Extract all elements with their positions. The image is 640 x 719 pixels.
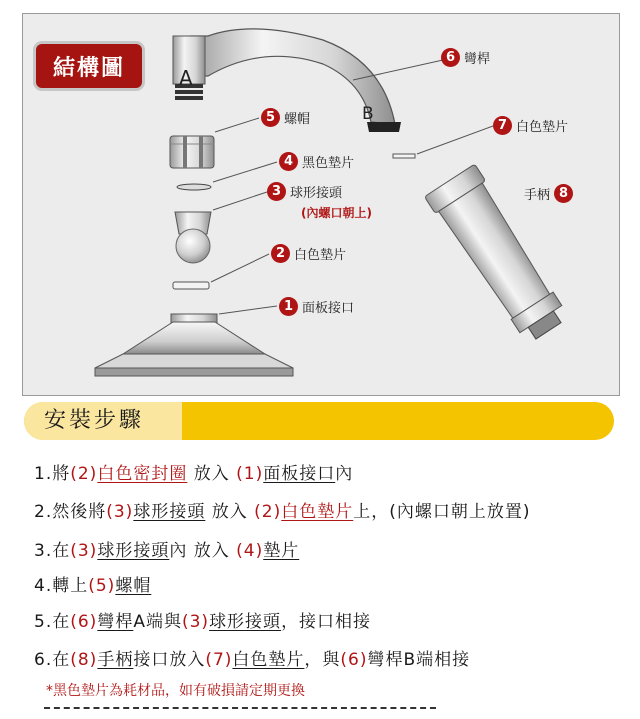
part-3-note: (內螺口朝上) [301,206,372,220]
part-name-6: 彎桿 [464,52,491,67]
part-number-8: 8 [554,184,573,203]
part-label-1 [279,297,354,316]
part-label-5 [261,108,310,127]
dashed-divider [44,707,436,709]
part-number-6: 6 [441,48,460,67]
part-number-1: 1 [279,297,298,316]
part-number-3: 3 [267,182,286,201]
black-gasket-part [177,184,211,190]
part-number-5: 5 [261,108,280,127]
letter-a: A [179,66,193,90]
part-name-1: 面板接口 [302,301,355,316]
step-4: 4.轉上(5)螺帽 [34,576,152,596]
part-name-8: 手柄 [524,188,551,203]
part-name-4: 黑色墊片 [302,156,355,171]
nut-part [170,136,214,168]
step-3: 3.在(3)球形接頭內 放入 (4)墊片 [34,541,300,561]
part-number-4: 4 [279,152,298,171]
part-label-2 [271,244,346,263]
part-label-4 [279,152,354,171]
step-6: 6.在(8)手柄接口放入(7)白色墊片，與(6)彎桿B端相接 [34,650,471,670]
step-2: 2.然後將(3)球形接頭 放入 (2)白色墊片上，(內螺口朝上放置) [34,502,531,522]
step-5: 5.在(6)彎桿A端與(3)球形接頭，接口相接 [34,612,372,632]
part-label-3 [267,182,342,201]
letter-b: B [362,104,374,124]
consumable-footnote: *黑色墊片為耗材品，如有破損請定期更換 [46,683,305,699]
panel-connector-part [95,314,293,376]
structure-diagram-title-badge: 結構圖 [36,44,142,88]
part-label-7 [493,116,568,135]
part-name-5: 螺帽 [284,112,311,127]
step-1: 1.將(2)白色密封圈 放入 (1)面板接口內 [34,464,354,484]
part-name-2: 白色墊片 [294,248,347,263]
part-label-8 [524,184,573,203]
steps-title: 安裝步驟 [44,408,145,433]
white-gasket-7-part [393,154,415,158]
white-gasket-part [173,282,209,289]
ball-joint-part [175,212,211,263]
part-name-7: 白色墊片 [516,120,569,135]
part-number-2: 2 [271,244,290,263]
part-name-3: 球形接頭 [290,186,343,201]
part-number-7: 7 [493,116,512,135]
part-label-6 [441,48,490,67]
